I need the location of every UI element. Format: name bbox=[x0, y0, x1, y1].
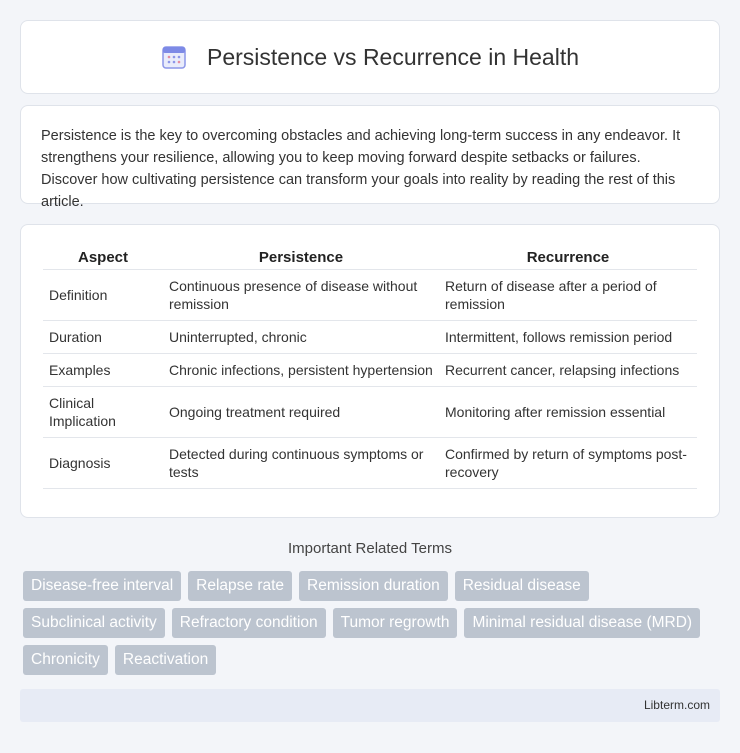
footer bbox=[20, 689, 720, 722]
related-term-tag[interactable]: Refractory condition bbox=[172, 608, 326, 638]
intro-text: Persistence is the key to overcoming obstacles and achieving long-term success in any endeavor. It strengthens your resilience, allowing you to keep moving forward despite setbacks or failures. Discover how cultivating persistence can transform your goals into reality by reading the rest of this article. bbox=[41, 128, 681, 210]
table-cell: Confirmed by return of symptoms post-recovery bbox=[439, 438, 697, 489]
table-row bbox=[43, 321, 697, 354]
table-cell: Chronic infections, persistent hypertension bbox=[163, 354, 439, 387]
table-cell: Duration bbox=[43, 321, 163, 354]
comparison-table-card bbox=[20, 224, 720, 518]
table-cell: Clinical Implication bbox=[43, 387, 163, 438]
table-cell: Intermittent, follows remission period bbox=[439, 321, 697, 354]
related-term-tag[interactable]: Relapse rate bbox=[188, 571, 292, 601]
column-header: Persistence bbox=[163, 245, 439, 270]
table-cell: Uninterrupted, chronic bbox=[163, 321, 439, 354]
table-cell: Detected during continuous symptoms or tests bbox=[163, 438, 439, 489]
intro-card bbox=[20, 105, 720, 210]
related-terms-list bbox=[23, 571, 723, 675]
table-cell: Return of disease after a period of remission bbox=[439, 270, 697, 321]
footer-site-link[interactable]: Libterm.com bbox=[643, 698, 710, 712]
table-cell: Definition bbox=[43, 270, 163, 321]
page-title: Persistence vs Recurrence in Health bbox=[207, 43, 579, 70]
calendar-icon bbox=[161, 44, 187, 70]
related-term-tag[interactable]: Subclinical activity bbox=[23, 608, 165, 638]
header-card bbox=[20, 20, 720, 94]
table-cell: Ongoing treatment required bbox=[163, 387, 439, 438]
table-row bbox=[43, 387, 697, 438]
table-row bbox=[43, 354, 697, 387]
table-row bbox=[43, 438, 697, 489]
table-cell: Monitoring after remission essential bbox=[439, 387, 697, 438]
related-term-tag[interactable]: Chronicity bbox=[23, 645, 108, 675]
column-header: Aspect bbox=[43, 245, 163, 270]
related-terms-title: Important Related Terms bbox=[288, 540, 452, 557]
column-header: Recurrence bbox=[439, 245, 697, 270]
table-cell: Continuous presence of disease without remission bbox=[163, 270, 439, 321]
related-term-tag[interactable]: Minimal residual disease (MRD) bbox=[464, 608, 700, 638]
table-cell: Diagnosis bbox=[43, 438, 163, 489]
table-row bbox=[43, 270, 697, 321]
table-header-row bbox=[43, 245, 697, 270]
related-term-tag[interactable]: Residual disease bbox=[455, 571, 589, 601]
comparison-table bbox=[43, 245, 697, 489]
table-cell: Examples bbox=[43, 354, 163, 387]
related-term-tag[interactable]: Tumor regrowth bbox=[333, 608, 458, 638]
related-term-tag[interactable]: Disease-free interval bbox=[23, 571, 181, 601]
related-term-tag[interactable]: Reactivation bbox=[115, 645, 216, 675]
table-cell: Recurrent cancer, relapsing infections bbox=[439, 354, 697, 387]
related-term-tag[interactable]: Remission duration bbox=[299, 571, 448, 601]
